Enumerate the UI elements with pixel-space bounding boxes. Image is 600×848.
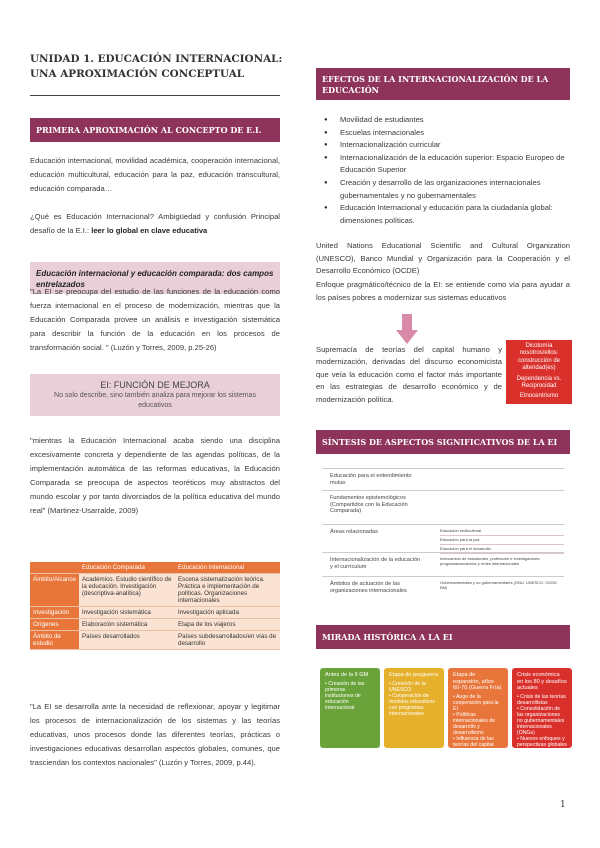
list-item: ● Creación y desarrollo de las organizaciones internacionales gubernamentales y no gubernamentales	[318, 177, 570, 202]
section-band-first-approach	[30, 118, 280, 142]
timeline-line: • Cooperación de modelos educativos con programas internacionales	[389, 692, 435, 717]
timeline-card	[448, 668, 508, 772]
section-title: MIRADA HISTÓRICA A LA EI	[322, 632, 453, 642]
section-title: EFECTOS DE LA INTERNACIONALIZACIÓN DE LA EDUCACIÓN	[322, 74, 549, 95]
quote-luzon-1: "La EI se preocupa del estudio de las funciones de la educación como fuerza internacional en el proceso de modernización, mientras que la Educación Comparada provee un análisis e investigación sistemática para describir la función de la educación en los procesos de transformación social. " (Luzón y Torres, 2009, p.25-26)	[30, 287, 280, 352]
section-band-effects	[316, 68, 570, 100]
synthesis-item: Educación multicultural	[440, 527, 564, 536]
table-header-row	[30, 562, 280, 574]
supremacia-paragraph: Supremacía de teorías del capital humano y modernización, derivadas del discurso economicista que veía la educación como el factor más importante en las estrategias de desarrollo económico y de modernización política.	[316, 345, 502, 404]
table-cell: Académico. Estudio científico de la educación. Investigación (descriptiva-analítica)	[79, 574, 175, 607]
page-title: UNIDAD 1. EDUCACIÓN INTERNACIONAL: UNA APROXIMACIÓN CONCEPTUAL	[30, 53, 283, 80]
synthesis-item: Intercambio de estudiantes, profesores e investigadores, programas/acuerdos y redes internacionales	[440, 556, 541, 566]
synthesis-label: Internacionalización de la educación y el currículum	[330, 557, 421, 570]
synthesis-item: Educación para el desarrollo	[440, 545, 564, 554]
intro-paragraph: Educación internacional, movilidad académica, cooperación internacional, educación multicultural, educación para la paz, educación transcultural, educación comparada…	[30, 156, 280, 193]
synthesis-row	[322, 468, 564, 486]
synthesis-item: Gubernamentales y no gubernamentales (ONU, UNESCO, OCDE, BM)	[440, 580, 559, 590]
timeline-line: • Creación de la UNESCO	[389, 680, 426, 693]
effects-list	[318, 114, 570, 227]
critique-box	[506, 340, 572, 404]
enfoque-paragraph: Enfoque pragmático/técnico de la EI: se entiende como vía para ayudar a los países pobres a modernizar sus sistemas educativos	[316, 280, 570, 302]
table-header: Educación Comparada	[79, 562, 175, 574]
timeline-title: Antes de la II GM	[325, 672, 369, 678]
table-cell: Investigación aplicada	[175, 607, 280, 619]
synthesis-label: Áreas relacionadas	[330, 529, 378, 535]
synthesis-row	[322, 552, 564, 570]
organizations-paragraph: United Nations Educational Scientific and Cultural Organization (UNESCO), Banco Mundial y Organización para la Cooperación y el Desarrollo Económico (OCDE)	[316, 241, 570, 276]
table-cell: Escena sistematización teórica. Práctica e implementación de políticas. Organizaciones internacionales	[175, 574, 280, 607]
synthesis-diagram	[322, 468, 564, 600]
synthesis-row	[322, 576, 564, 594]
table-row	[30, 607, 280, 619]
timeline-line: • Crisis de las teorías desarrollistas	[517, 693, 566, 706]
section-title: PRIMERA APROXIMACIÓN AL CONCEPTO DE E.I.	[36, 125, 262, 135]
list-item: ● Movilidad de estudiantes	[318, 114, 570, 127]
quote-martinez: "mientras la Educación Internacional acaba siendo una disciplina excesivamente concreta y dependiente de las agendas políticas, de la implementación automática de las reformas educativas, la Educación Comparada se preocupa de aspectos teoréticos muy abstractos del mundo escolar y por tanto divorciados de la política educativa del mundo real" (Martinez-Usarralde, 2009)	[30, 436, 280, 515]
list-item: ● Internacionalización de la educación superior: Espacio Europeo de Educación Superior	[318, 152, 570, 177]
critique-item: Dependencia vs. Reciprocidad	[516, 375, 562, 390]
list-item: ● Internacionalización curricular	[318, 139, 570, 152]
question-text: ¿Qué es Educación Internacional? Ambigüedad y confusión Principal desafío de la E.I.:	[30, 212, 280, 235]
function-box	[30, 374, 280, 416]
synthesis-label: Ámbitos de actuación de las organizaciones internacionales	[330, 581, 407, 594]
synthesis-row	[322, 524, 564, 551]
table-cell: Elaboración sistemática	[79, 619, 175, 631]
table-cell: Ámbito/Alcance	[30, 574, 79, 607]
table-cell: Investigación	[30, 607, 79, 619]
timeline-line: • Consolidación de las organizaciones no gubernamentales internacionales (ONGs)	[517, 705, 565, 736]
section-band-history	[316, 625, 570, 649]
table-row	[30, 574, 280, 607]
timeline-card	[384, 668, 444, 748]
table-cell: Países subdesarrollados/en vías de desarrollo	[175, 631, 280, 650]
timeline-title: Etapa de posguerra	[389, 672, 439, 678]
table-header	[30, 562, 79, 574]
comparison-table	[30, 562, 280, 650]
table-cell: Investigación sistemática	[79, 607, 175, 619]
timeline-card	[320, 668, 380, 748]
question-paragraph	[30, 210, 280, 238]
timeline-title: Etapa de expansión, años 60-70 (Guerra Fría)	[453, 672, 502, 691]
table-cell: Etapa de los viajeros	[175, 619, 280, 631]
table-header: Educación Internacional	[175, 562, 280, 574]
synthesis-row	[322, 490, 564, 515]
table-cell: Países desarrollados	[79, 631, 175, 650]
quote-luzon-2: "La EI se desarrolla ante la necesidad de reflexionar, apoyar y legitimar los procesos de internacionalización de los sistemas y las teorías educativas, unos procesos donde las diferentes teorías, prácticas o investigaciones educativas desarrollan aspectos globales, comunes, que trasciendan los contextos nacionales" (Luzón y Torres, 2009, p.44).	[30, 702, 280, 767]
timeline-line: • Políticas internacionales de desarrollo y desarrollismo	[453, 711, 496, 736]
section-band-synthesis	[316, 430, 570, 454]
function-title: EI: FUNCIÓN DE MEJORA	[100, 380, 210, 390]
section-title: SÍNTESIS DE ASPECTOS SIGNIFICATIVOS DE LA EI	[322, 437, 558, 447]
function-subtitle: No solo describe, sino también analiza para mejorar los sistemas educativos	[54, 392, 256, 409]
timeline-line: • Nuevos enfoques y perspectivas globales	[517, 735, 567, 748]
table-cell: Ámbito de estudio	[30, 631, 79, 650]
timeline-line: • Auge de la cooperación para la EI	[453, 693, 499, 712]
synthesis-label: Fundamentos epistemológicos (Compartidos con la Educación Comparada)	[330, 495, 408, 514]
title-divider	[30, 95, 280, 96]
table-cell: Orígenes	[30, 619, 79, 631]
timeline-card	[512, 668, 572, 748]
list-item: ● Escuelas internacionales	[318, 127, 570, 140]
critique-item: Dicotomía nosotros/ellos: construcción de alteridad(es)	[517, 343, 561, 372]
table-row	[30, 619, 280, 631]
critique-item: Etnocentrismo	[519, 393, 559, 400]
synthesis-items	[440, 527, 564, 554]
synthesis-label: Educación para el entendimiento mutuo	[330, 473, 412, 486]
synthesis-item: Educación para la paz	[440, 536, 564, 545]
down-arrow-icon	[396, 314, 418, 344]
page-number: 1	[560, 800, 566, 810]
timeline-title: Crisis económica en los 80 y desafíos actuales	[517, 672, 567, 691]
section-subtitle: Educación internacional y educación comparada: dos campos entrelazados	[36, 269, 274, 289]
question-highlight: leer lo global en clave educativa	[91, 226, 208, 235]
list-item: ● Educación Internacional y educación para la ciudadanía global: dimensiones políticas.	[318, 202, 570, 227]
table-row	[30, 631, 280, 650]
history-timeline	[320, 668, 572, 772]
timeline-line: • Influencia de las teorías del capital humano en el sector educativo, la importancia de la enseñanza superior	[453, 735, 501, 772]
timeline-line: • Creación de las primeras instituciones de educación internacional	[325, 680, 365, 711]
